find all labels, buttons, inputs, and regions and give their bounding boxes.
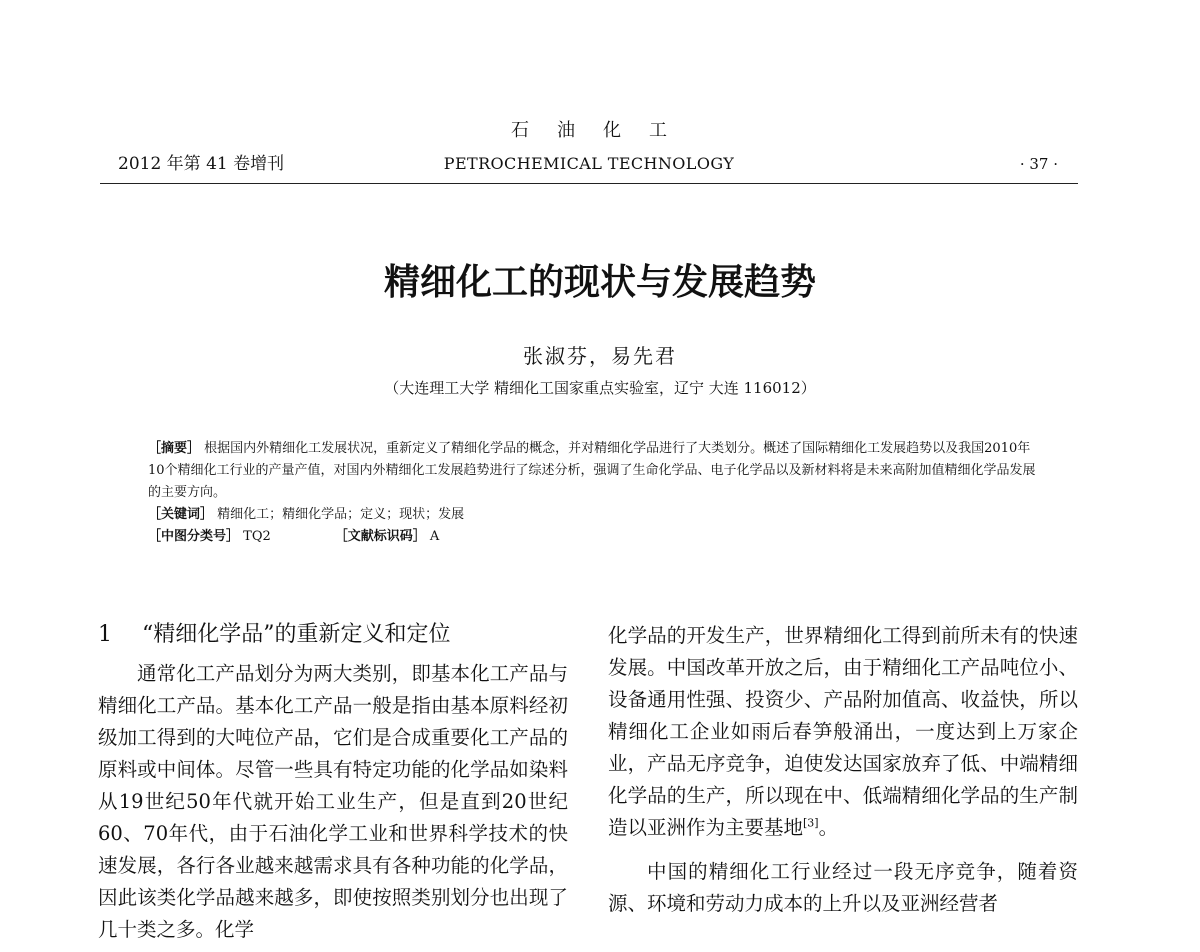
clc-label: ［中图分类号］ [148, 529, 240, 544]
section-heading [98, 620, 568, 650]
page-number: · 37 · [1019, 155, 1058, 173]
issue-info: 2012 年第 41 卷增刊 [118, 154, 285, 174]
clc-value: TQ2 [243, 529, 271, 544]
body-paragraph [608, 620, 1078, 844]
doc-code [335, 526, 440, 548]
clc-code [148, 526, 271, 548]
paragraph-text: 化学品的开发生产，世界精细化工得到前所未有的快速发展。中国改革开放之后，由于精细化工产品吨位小、设备通用性强、投资少、产品附加值高、收益快，所以精细化工企业如雨后春笋般涌出，一度达到上万家企业，产品无序竞争，迫使发达国家放弃了低、中端精细化学品的生产，所以现在中、低端精细化学品的生产制造以亚洲作为主要基地 [608, 624, 1078, 839]
article-affiliation: （大连理工大学 精细化工国家重点实验室，辽宁 大连 116012） [384, 379, 816, 397]
keywords-text: 精细化工；精细化学品；定义；现状；发展 [217, 507, 465, 522]
article-authors: 张淑芬，易先君 [523, 344, 677, 368]
abstract-block [148, 438, 1046, 548]
journal-name-en: PETROCHEMICAL TECHNOLOGY [443, 154, 735, 173]
body-column-right [608, 620, 1078, 920]
doc-value: A [429, 529, 440, 544]
classification-row [148, 526, 1046, 548]
reference-marker: [3] [803, 816, 819, 830]
article-title: 精细化工的现状与发展趋势 [383, 262, 816, 303]
header-rule [100, 183, 1078, 184]
journal-name-cn: 石油化工 [511, 120, 695, 141]
abstract-text: 根据国内外精细化工发展状况，重新定义了精细化学品的概念，并对精细化学品进行了大类划分。概述了国际精细化工发展趋势以及我国2010年10个精细化工行业的产量产值，对国内外精细化工发展趋势进行了综述分析，强调了生命化学品、电子化学品以及新材料将是未来高附加值精细化学品发展的主要方向。 [148, 441, 1036, 500]
body-paragraph: 中国的精细化工行业经过一段无序竞争，随着资源、环境和劳动力成本的上升以及亚洲经营者 [608, 860, 1078, 915]
journal-header [100, 120, 1078, 184]
section-number: 1 [98, 622, 112, 647]
section-title: “精细化学品”的重新定义和定位 [142, 622, 451, 647]
keywords [148, 504, 1046, 526]
abstract [148, 438, 1046, 504]
doc-label: ［文献标识码］ [334, 529, 426, 544]
keywords-label: ［关键词］ [148, 507, 214, 522]
body-column-left [98, 620, 568, 946]
abstract-label: ［摘要］ [148, 441, 201, 456]
paragraph-end: 。 [818, 816, 839, 839]
body-paragraph: 通常化工产品划分为两大类别，即基本化工产品与精细化工产品。基本化工产品一般是指由基本原料经初级加工得到的大吨位产品，它们是合成重要化工产品的原料或中间体。尽管一些具有特定功能的化学品如染料从19世纪50年代就开始工业生产，但是直到20世纪60、70年代，由于石油化学工业和世界科学技术的快速发展，各行各业越来越需求具有各种功能的化学品，因此该类化学品越来越多，即使按照类别划分也出现了几十类之多。化学 [98, 662, 568, 941]
